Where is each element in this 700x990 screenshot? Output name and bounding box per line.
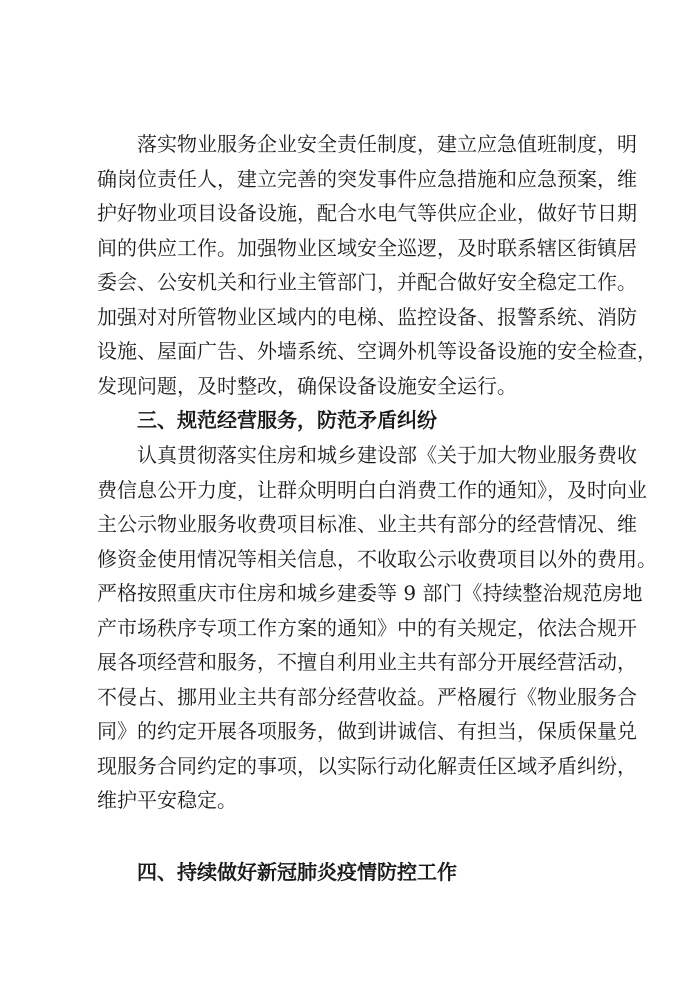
- text-line: 现服务合同约定的事项，以实际行动化解责任区域矛盾纠纷，: [97, 753, 637, 778]
- section-heading-4: 四、持续做好新冠肺炎疫情防控工作: [137, 860, 457, 884]
- text-line: 认真贯彻落实住房和城乡建设部《关于加大物业服务费收: [137, 443, 637, 467]
- text-line: 不侵占、挪用业主共有部分经营收益。严格履行《物业服务合: [97, 684, 637, 709]
- text-line: 委会、公安机关和行业主管部门，并配合做好安全稳定工作。: [97, 270, 637, 294]
- text-line: 修资金使用情况等相关信息，不收取公示收费项目以外的费用。: [97, 546, 657, 571]
- text-line: 严格按照重庆市住房和城乡建委等 9 部门《持续整治规范房地: [97, 581, 643, 605]
- section-heading-3: 三、规范经营服务，防范矛盾纠纷: [137, 408, 437, 432]
- text-line: 设施、屋面广告、外墙系统、空调外机等设备设施的安全检查，: [97, 339, 657, 363]
- text-line: 费信息公开力度，让群众明明白白消费工作的通知》，及时向业: [97, 477, 647, 502]
- text-line: 护好物业项目设备设施，配合水电气等供应企业，做好节日期: [97, 201, 637, 225]
- text-line: 主公示物业服务收费项目标准、业主共有部分的经营情况、维: [97, 512, 637, 536]
- text-line: 产市场秩序专项工作方案的通知》中的有关规定，依法合规开: [97, 615, 637, 640]
- text-line: 维护平安稳定。: [97, 788, 237, 812]
- text-line: 间的供应工作。加强物业区域安全巡逻，及时联系辖区街镇居: [97, 235, 637, 260]
- text-line: 加强对对所管物业区域内的电梯、监控设备、报警系统、消防: [97, 304, 637, 329]
- text-line: 发现问题，及时整改，确保设备设施安全运行。: [97, 373, 517, 398]
- paragraph-safety: [97, 127, 657, 403]
- paragraph-operations: [97, 438, 657, 818]
- text-line: 展各项经营和服务，不擅自利用业主共有部分开展经营活动，: [97, 650, 637, 674]
- text-line: 落实物业服务企业安全责任制度，建立应急值班制度，明: [137, 132, 637, 156]
- text-line: 确岗位责任人，建立完善的突发事件应急措施和应急预案，维: [97, 166, 637, 191]
- text-line: 同》的约定开展各项服务，做到讲诚信、有担当，保质保量兑: [97, 719, 637, 743]
